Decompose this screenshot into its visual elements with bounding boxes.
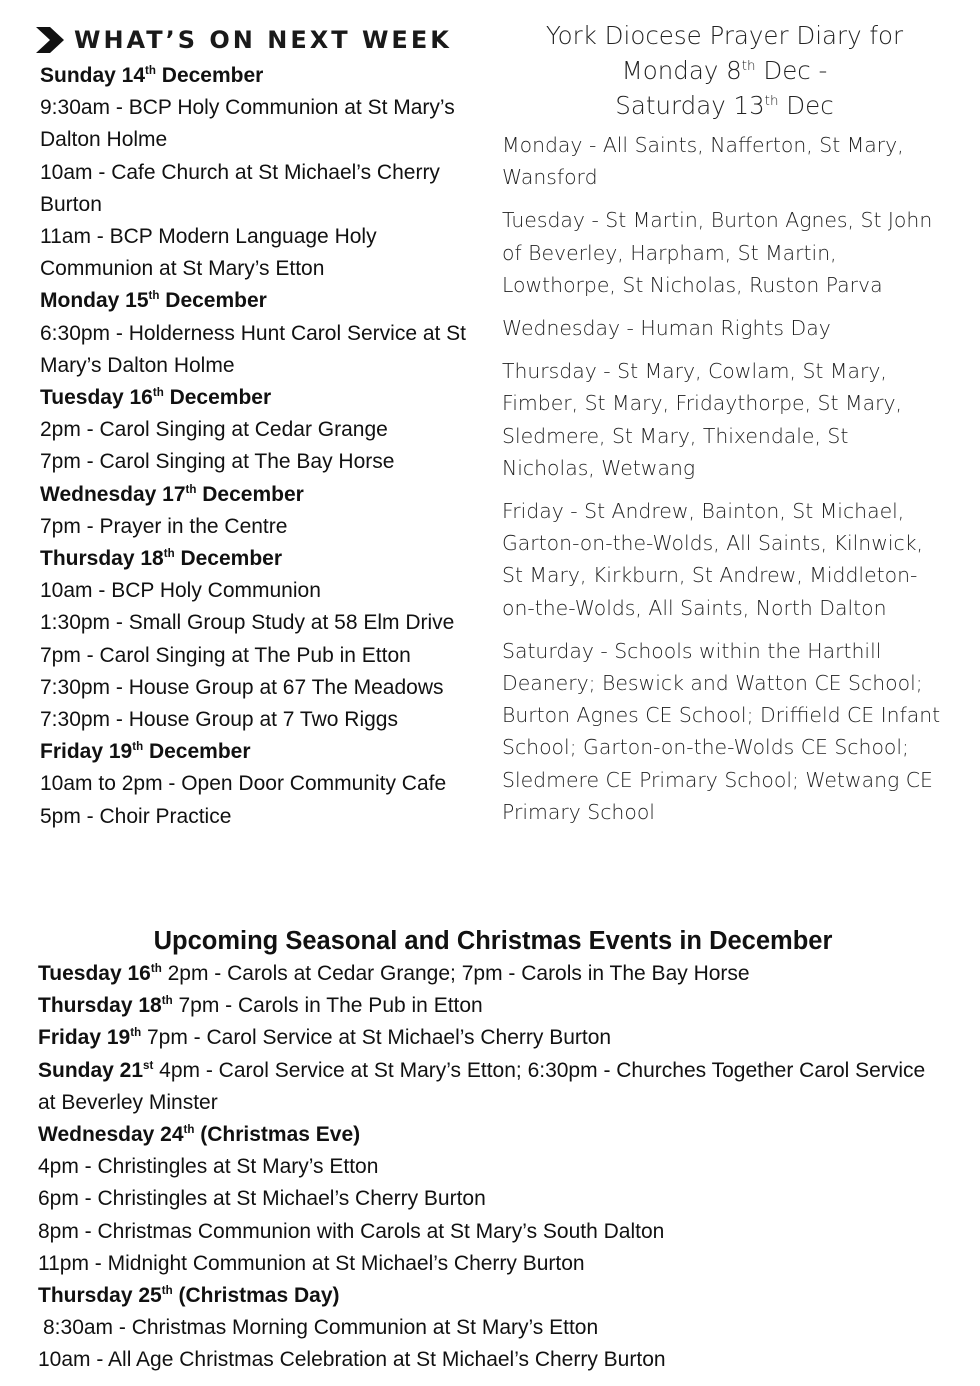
prayer-title-line3 — [502, 88, 947, 123]
day-ordinal: th — [132, 741, 144, 754]
prayer-title-end-sup: th — [764, 92, 779, 109]
upcoming-event-text: 8pm - Christmas Communion with Carols at St Mary’s South Dalton — [38, 1219, 665, 1243]
upcoming-day — [38, 994, 173, 1017]
chevron-right-icon — [36, 27, 68, 53]
whats-on-day-heading — [40, 285, 492, 317]
upcoming-event-text: 6pm - Christingles at St Michael’s Cherry Burton — [38, 1187, 486, 1211]
upcoming-event-text: 7pm - Carols in The Pub in Etton — [172, 994, 483, 1018]
prayer-day-text: - Human Rights Day — [620, 316, 831, 341]
prayer-day-name: Thursday — [502, 359, 597, 384]
upcoming-event-text: 4pm - Carol Service at St Mary’s Etton; 6:30pm - Churches Together Carol Service at Beverley Minster — [38, 1058, 926, 1114]
upcoming-day-ordinal: th — [161, 1285, 173, 1298]
upcoming-event-text: 8:30am - Christmas Morning Communion at St Mary’s Etton — [43, 1316, 599, 1340]
event-item: 7:30pm - House Group at 67 The Meadows — [40, 675, 444, 699]
day-month: December — [159, 289, 267, 313]
prayer-day-entry — [502, 355, 947, 484]
event-item: 10am - Cafe Church at St Michael’s Cherry Burton — [40, 160, 440, 216]
upcoming-day — [38, 962, 162, 985]
event-item: 2pm - Carol Singing at Cedar Grange — [40, 418, 388, 442]
upcoming-events-list — [38, 958, 948, 1377]
upcoming-day — [38, 1123, 360, 1146]
upcoming-day-name: Thursday 18 — [38, 994, 162, 1018]
upcoming-event-line — [38, 1022, 948, 1054]
day-ordinal: th — [185, 483, 197, 496]
event-item: 10am to 2pm - Open Door Community Cafe — [40, 772, 447, 796]
upcoming-event-line — [38, 990, 948, 1022]
upcoming-event-line — [38, 1119, 948, 1151]
day-month: December — [143, 740, 251, 764]
upcoming-day-name: Friday 19 — [38, 1026, 131, 1050]
prayer-title-start-sup: th — [741, 57, 756, 74]
upcoming-event-text: 10am - All Age Christmas Celebration at St Michael’s Cherry Burton — [38, 1348, 666, 1372]
prayer-day-entry — [502, 204, 947, 301]
upcoming-event-line — [38, 1344, 948, 1376]
upcoming-day-name: Sunday 21 — [38, 1058, 144, 1082]
event-item: 6:30pm - Holderness Hunt Carol Service at St Mary’s Dalton Holme — [40, 321, 467, 377]
prayer-day-text: - All Saints, Nafferton, St Mary, Wansford — [502, 133, 904, 190]
upcoming-event-line — [38, 1216, 948, 1248]
upcoming-event-text: 2pm - Carols at Cedar Grange; 7pm - Carols in The Bay Horse — [161, 962, 750, 985]
prayer-title-line2 — [502, 53, 947, 88]
upcoming-event-line — [38, 1312, 948, 1344]
whats-on-day-list — [40, 60, 492, 833]
day-ordinal: th — [145, 65, 156, 77]
prayer-day-text: - Schools within the Harthill Deanery; Beswick and Watton CE School; Burton Agnes CE School; Driffield CE Infant School; Garton-on-the-Wolds CE School; Sledmere CE Primary School; Wetwang CE Primary School — [502, 638, 941, 824]
event-item: 7pm - Prayer in the Centre — [40, 514, 288, 538]
upcoming-day-name: Tuesday 16 — [38, 962, 151, 985]
whats-on-heading: WHAT’S ON NEXT WEEK — [74, 25, 452, 54]
prayer-day-text: - St Martin, Burton Agnes, St John of Beverley, Harpham, St Martin, Lowthorpe, St Nicholas, Ruston Parva — [502, 208, 933, 297]
upcoming-events-section — [38, 924, 948, 1377]
prayer-day-text: - St Andrew, Bainton, St Michael, Garton-on-the-Wolds, All Saints, Kilnwick, St Mary, Kirkburn, St Andrew, Middleton-on-the-Wolds, All Saints, North Dalton — [502, 499, 924, 620]
event-item: 9:30am - BCP Holy Communion at St Mary’s Dalton Holme — [40, 96, 455, 152]
prayer-day-name: Monday — [502, 133, 583, 157]
day-month: December — [163, 386, 272, 410]
whats-on-section — [40, 20, 492, 833]
upcoming-day-ordinal: th — [161, 995, 173, 1008]
prayer-day-name: Saturday — [502, 638, 594, 663]
whats-on-day-heading — [40, 543, 492, 575]
event-item: 10am - BCP Holy Communion — [40, 579, 321, 603]
day-name: Friday 19 — [40, 740, 133, 764]
upcoming-event-line — [38, 1248, 948, 1280]
upcoming-day — [38, 1059, 153, 1082]
event-item: 7:30pm - House Group at 7 Two Riggs — [40, 708, 398, 732]
prayer-title-line1: York Diocese Prayer Diary for — [545, 21, 904, 50]
day-ordinal: th — [148, 290, 160, 303]
prayer-day-entry — [502, 495, 947, 624]
upcoming-day-ordinal: th — [130, 1027, 142, 1040]
upcoming-events-title: Upcoming Seasonal and Christmas Events in December — [153, 927, 833, 955]
upcoming-day-label: (Christmas Eve) — [194, 1123, 361, 1147]
upcoming-day — [38, 1284, 340, 1307]
day-name: Monday 15 — [40, 289, 149, 313]
day-name: Wednesday 17 — [40, 482, 186, 506]
upcoming-event-text: 4pm - Christingles at St Mary’s Etton — [38, 1155, 379, 1179]
upcoming-day-ordinal: st — [143, 1059, 154, 1072]
upcoming-event-text: 7pm - Carol Service at St Michael’s Cherry Burton — [141, 1026, 612, 1050]
upcoming-day-ordinal: th — [183, 1124, 195, 1137]
day-month: December — [155, 64, 264, 87]
whats-on-day-heading — [40, 479, 492, 511]
day-ordinal: th — [152, 387, 164, 400]
event-item: 5pm - Choir Practice — [40, 804, 232, 828]
event-item: 1:30pm - Small Group Study at 58 Elm Drive — [40, 611, 455, 635]
prayer-diary-section — [502, 18, 947, 839]
upcoming-event-line — [38, 1280, 948, 1312]
upcoming-day-ordinal: th — [150, 963, 162, 975]
whats-on-day-heading — [40, 60, 492, 92]
whats-on-heading-row — [36, 20, 492, 60]
event-item: 11am - BCP Modern Language Holy Communion at St Mary’s Etton — [40, 225, 377, 281]
upcoming-event-text: 11pm - Midnight Communion at St Michael’s Cherry Burton — [38, 1251, 585, 1275]
day-name: Thursday 18 — [40, 547, 164, 571]
prayer-day-text: - St Mary, Cowlam, St Mary, Fimber, St Mary, Fridaythorpe, St Mary, Sledmere, St Mary, Thixendale, St Nicholas, Wetwang — [502, 359, 902, 480]
whats-on-day-heading — [40, 736, 492, 768]
prayer-title-start-day: Monday 8 — [621, 56, 742, 85]
prayer-title-start-month: Dec - — [755, 56, 828, 85]
whats-on-day-heading — [40, 382, 492, 414]
prayer-day-list — [502, 129, 947, 828]
prayer-day-entry — [502, 312, 947, 344]
day-name: Tuesday 16 — [40, 386, 153, 410]
prayer-day-name: Wednesday — [502, 316, 621, 341]
upcoming-event-line — [38, 1183, 948, 1215]
day-month: December — [174, 547, 283, 571]
prayer-title-end-month: Dec — [778, 91, 834, 120]
upcoming-day-name: Wednesday 24 — [38, 1123, 184, 1147]
prayer-day-entry — [502, 635, 947, 828]
prayer-diary-title — [502, 18, 947, 123]
day-ordinal: th — [163, 548, 175, 561]
upcoming-event-line — [38, 958, 948, 990]
day-name: Sunday 14 — [40, 64, 146, 87]
upcoming-event-line — [38, 1151, 948, 1183]
upcoming-event-line — [38, 1055, 948, 1119]
day-month: December — [196, 482, 304, 506]
prayer-day-entry — [502, 129, 947, 193]
prayer-day-name: Friday — [502, 499, 564, 524]
upcoming-day-label: (Christmas Day) — [172, 1284, 340, 1308]
event-item: 7pm - Carol Singing at The Pub in Etton — [40, 643, 411, 667]
upcoming-day-name: Thursday 25 — [38, 1284, 162, 1308]
upcoming-day — [38, 1026, 141, 1049]
prayer-title-end-day: Saturday 13 — [615, 91, 765, 120]
event-item: 7pm - Carol Singing at The Bay Horse — [40, 450, 395, 474]
prayer-day-name: Tuesday — [502, 208, 585, 233]
